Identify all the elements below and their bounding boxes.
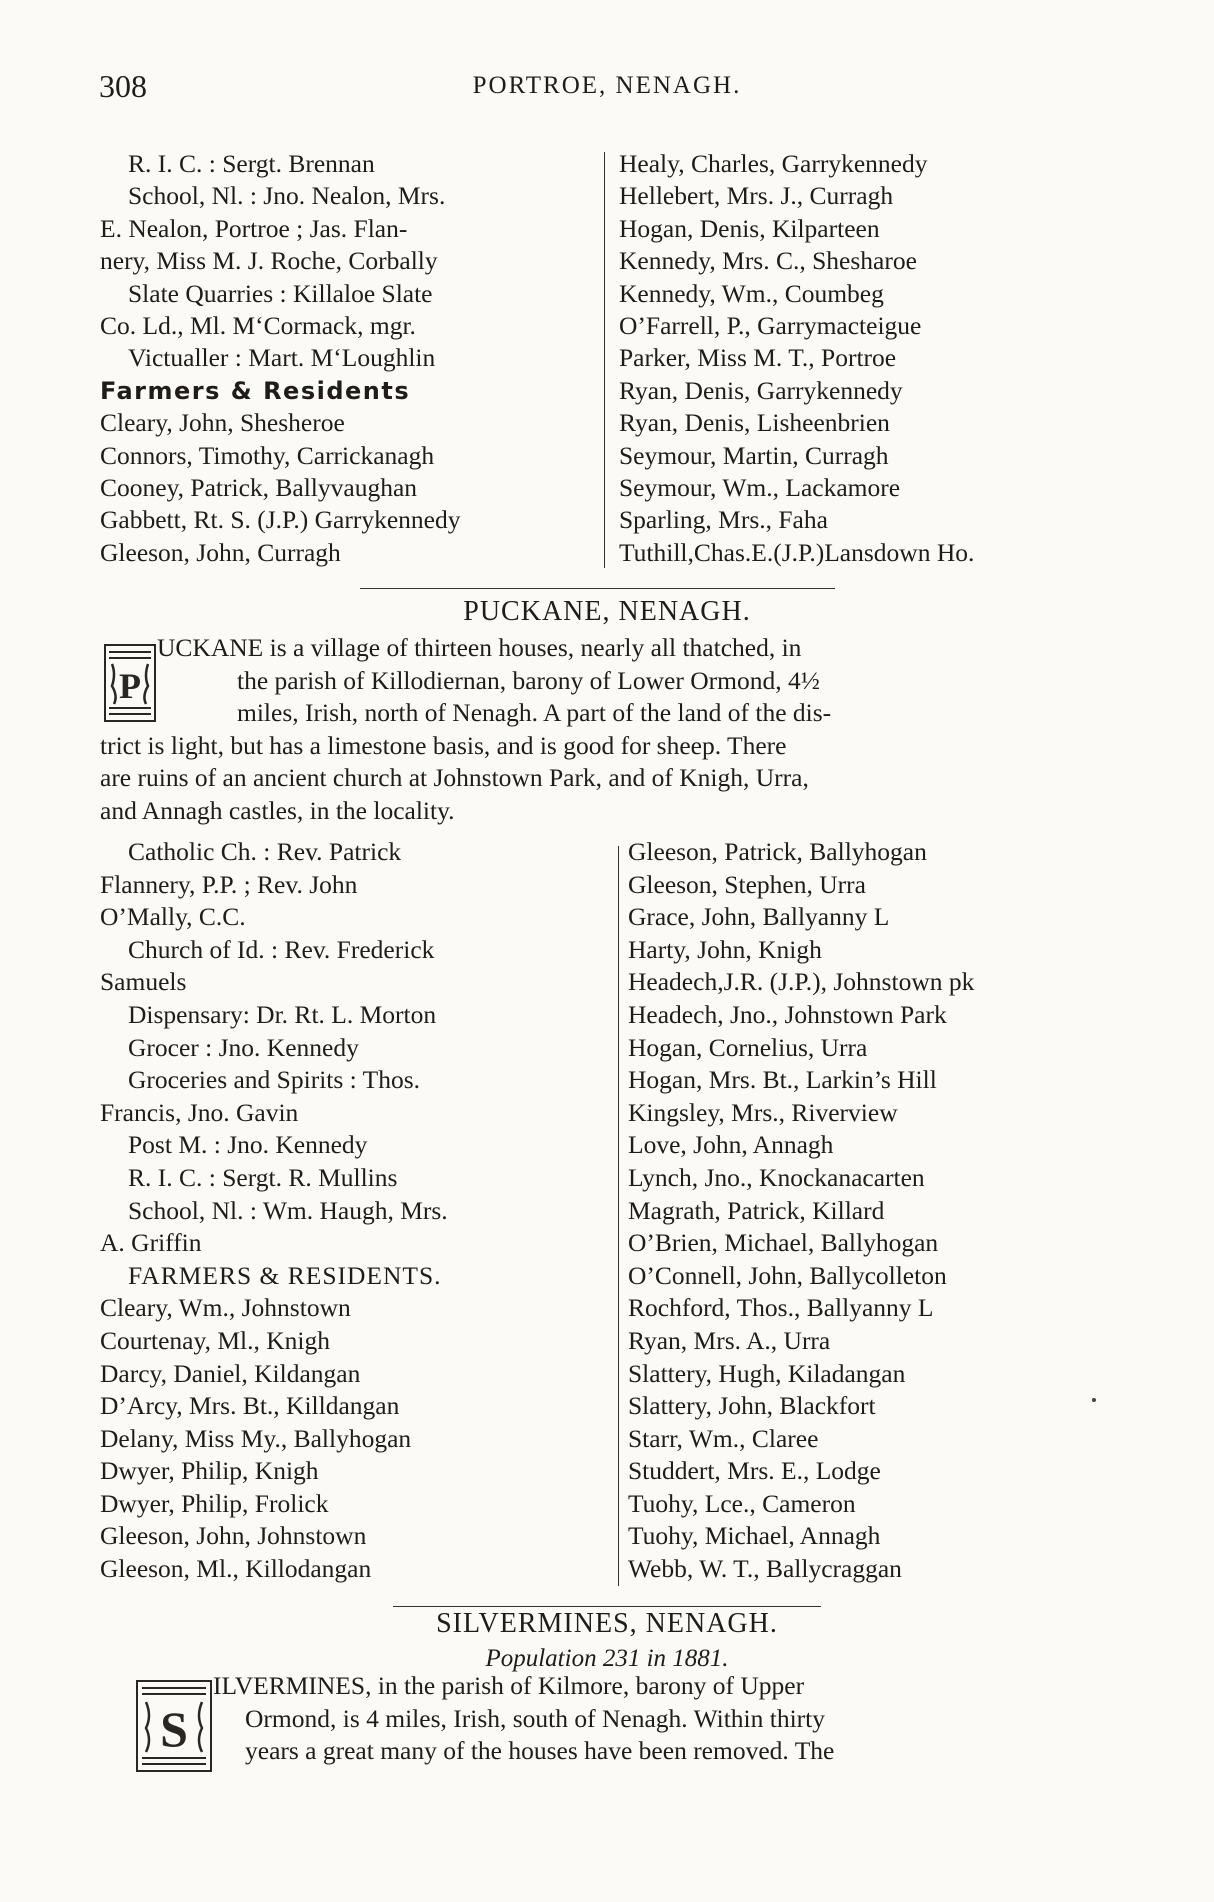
directory-entry: Courtenay, Ml., Knigh — [100, 1325, 330, 1355]
silvermines-intro: ILVERMINES, in the parish of Kilmore, barony of Upper Ormond, is 4 miles, Irish, south of Nenagh. Within thirty years a great many of the houses have been removed. The — [213, 1671, 835, 1765]
directory-entry: Dwyer, Philip, Frolick — [100, 1488, 329, 1518]
directory-entry: Tuohy, Michael, Annagh — [628, 1521, 881, 1551]
directory-entry: E. Nealon, Portroe ; Jas. Flan- — [100, 213, 408, 243]
directory-entry: Cleary, Wm., Johnstown — [100, 1293, 351, 1323]
dropcap-letter: S — [160, 1701, 188, 1757]
directory-entry: Samuels — [100, 967, 187, 997]
directory-entry: Seymour, Martin, Curragh — [619, 440, 889, 470]
directory-entry: O’Brien, Michael, Ballyhogan — [628, 1228, 939, 1258]
directory-entry: Hogan, Mrs. Bt., Larkin’s Hill — [628, 1065, 937, 1095]
directory-entry: Slattery, Hugh, Kiladangan — [628, 1358, 906, 1388]
section-rule — [393, 1606, 821, 1607]
directory-entry: School, Nl. : Wm. Haugh, Mrs. — [128, 1195, 448, 1225]
directory-entry: Connors, Timothy, Carrickanagh — [100, 440, 435, 470]
directory-entry: Delany, Miss My., Ballyhogan — [100, 1423, 412, 1453]
directory-entry: Hellebert, Mrs. J., Curragh — [619, 181, 894, 211]
directory-entry: Kennedy, Wm., Coumbeg — [619, 278, 884, 308]
portroe-left-column — [100, 148, 590, 569]
directory-entry: Love, John, Annagh — [628, 1130, 834, 1160]
directory-entry: Church of Id. : Rev. Frederick — [128, 934, 435, 964]
directory-entry: O’Farrell, P., Garrymacteigue — [619, 311, 922, 341]
portroe-right-column — [619, 148, 1134, 569]
directory-entry: Cooney, Patrick, Ballyvaughan — [100, 473, 418, 503]
directory-entry: Cleary, John, Shesheroe — [100, 408, 345, 438]
dropcap-s — [136, 1680, 212, 1772]
directory-entry: Hogan, Cornelius, Urra — [628, 1032, 868, 1062]
directory-entry: Harty, John, Knigh — [628, 934, 822, 964]
directory-entry: Dwyer, Philip, Knigh — [100, 1456, 319, 1486]
column-divider — [604, 152, 605, 568]
directory-entry: Darcy, Daniel, Kildangan — [100, 1358, 361, 1388]
directory-entry: D’Arcy, Mrs. Bt., Killdangan — [100, 1391, 400, 1421]
directory-entry: Gleeson, John, Johnstown — [100, 1521, 367, 1551]
directory-entry: Headech, Jno., Johnstown Park — [628, 999, 947, 1029]
directory-entry: Ryan, Mrs. A., Urra — [628, 1325, 831, 1355]
directory-entry: Victualler : Mart. M‘Loughlin — [128, 343, 436, 373]
directory-entry: Dispensary: Dr. Rt. L. Morton — [128, 999, 437, 1029]
directory-entry: Seymour, Wm., Lackamore — [619, 473, 901, 503]
directory-entry: Flannery, P.P. ; Rev. John — [100, 869, 358, 899]
directory-entry: Slattery, John, Blackfort — [628, 1391, 876, 1421]
puckane-left-column — [100, 836, 600, 1586]
puckane-intro: UCKANE is a village of thirteen houses, nearly all thatched, in the parish of Killodiernan, barony of Lower Ormond, 4½ miles, Irish, north of Nenagh. A part of the land of the dis- trict is light, but has a limestone basis, and is good for sheep. There are ruins of an ancient church at Johnstown Park, and of Knigh, Urra, and Annagh castles, in the locality. — [100, 633, 832, 825]
directory-entry: School, Nl. : Jno. Nealon, Mrs. — [128, 181, 446, 211]
directory-entry: Catholic Ch. : Rev. Patrick — [128, 837, 402, 866]
directory-entry: Magrath, Patrick, Killard — [628, 1195, 885, 1225]
section-subheading: Farmers & Residents — [100, 376, 411, 405]
population-subtitle: Population 231 in 1881. — [485, 1645, 729, 1672]
directory-entry: Gleeson, Stephen, Urra — [628, 869, 866, 899]
directory-entry: Gleeson, Ml., Killodangan — [100, 1554, 372, 1584]
directory-entry: Groceries and Spirits : Thos. — [128, 1065, 421, 1095]
directory-entry: Grace, John, Ballyanny L — [628, 902, 890, 932]
directory-entry: Webb, W. T., Ballycraggan — [628, 1554, 902, 1584]
directory-entry: Lynch, Jno., Knockanacarten — [628, 1162, 925, 1192]
directory-entry: A. Griffin — [100, 1228, 202, 1258]
directory-entry: Tuthill,Chas.E.(J.P.)Lansdown Ho. — [619, 537, 975, 567]
directory-entry: Francis, Jno. Gavin — [100, 1097, 299, 1127]
dropcap-letter: P — [119, 666, 141, 706]
directory-entry: Kennedy, Mrs. C., Shesharoe — [619, 246, 917, 276]
section-title-silvermines: SILVERMINES, NENAGH. — [436, 1608, 778, 1639]
directory-entry: Hogan, Denis, Kilparteen — [619, 213, 880, 243]
directory-entry: Rochford, Thos., Ballyanny L — [628, 1293, 934, 1323]
directory-entry: nery, Miss M. J. Roche, Corbally — [100, 246, 438, 276]
directory-entry: O’Mally, C.C. — [100, 902, 246, 932]
directory-entry: Gabbett, Rt. S. (J.P.) Garrykennedy — [100, 505, 461, 535]
directory-entry: O’Connell, John, Ballycolleton — [628, 1260, 947, 1290]
directory-entry: Gleeson, Patrick, Ballyhogan — [628, 837, 927, 866]
directory-entry: Healy, Charles, Garrykennedy — [619, 149, 928, 178]
directory-entry: Tuohy, Lce., Cameron — [628, 1488, 856, 1518]
directory-entry: Parker, Miss M. T., Portroe — [619, 343, 897, 373]
section-subheading: FARMERS & RESIDENTS. — [128, 1260, 442, 1290]
print-speck — [1092, 1398, 1096, 1402]
section-rule — [360, 588, 835, 589]
section-title-puckane: PUCKANE, NENAGH. — [463, 596, 751, 627]
running-head: PORTROE, NENAGH. — [472, 72, 742, 99]
directory-entry: Ryan, Denis, Garrykennedy — [619, 375, 903, 405]
puckane-right-column — [628, 836, 1148, 1586]
directory-entry: Slate Quarries : Killaloe Slate — [128, 278, 433, 308]
directory-entry: Grocer : Jno. Kennedy — [128, 1032, 359, 1062]
directory-entry: Kingsley, Mrs., Riverview — [628, 1097, 898, 1127]
directory-entry: R. I. C. : Sergt. Brennan — [128, 149, 375, 178]
column-divider — [618, 846, 619, 1586]
directory-entry: Starr, Wm., Claree — [628, 1423, 819, 1453]
directory-entry: Co. Ld., Ml. M‘Cormack, mgr. — [100, 311, 416, 341]
directory-entry: Ryan, Denis, Lisheenbrien — [619, 408, 890, 438]
page-number: 308 — [99, 68, 147, 104]
directory-entry: Post M. : Jno. Kennedy — [128, 1130, 368, 1160]
directory-entry: Studdert, Mrs. E., Lodge — [628, 1456, 881, 1486]
directory-entry: R. I. C. : Sergt. R. Mullins — [128, 1162, 398, 1192]
directory-entry: Headech,J.R. (J.P.), Johnstown pk — [628, 967, 975, 997]
directory-entry: Sparling, Mrs., Faha — [619, 505, 828, 535]
directory-entry: Gleeson, John, Curragh — [100, 537, 341, 567]
